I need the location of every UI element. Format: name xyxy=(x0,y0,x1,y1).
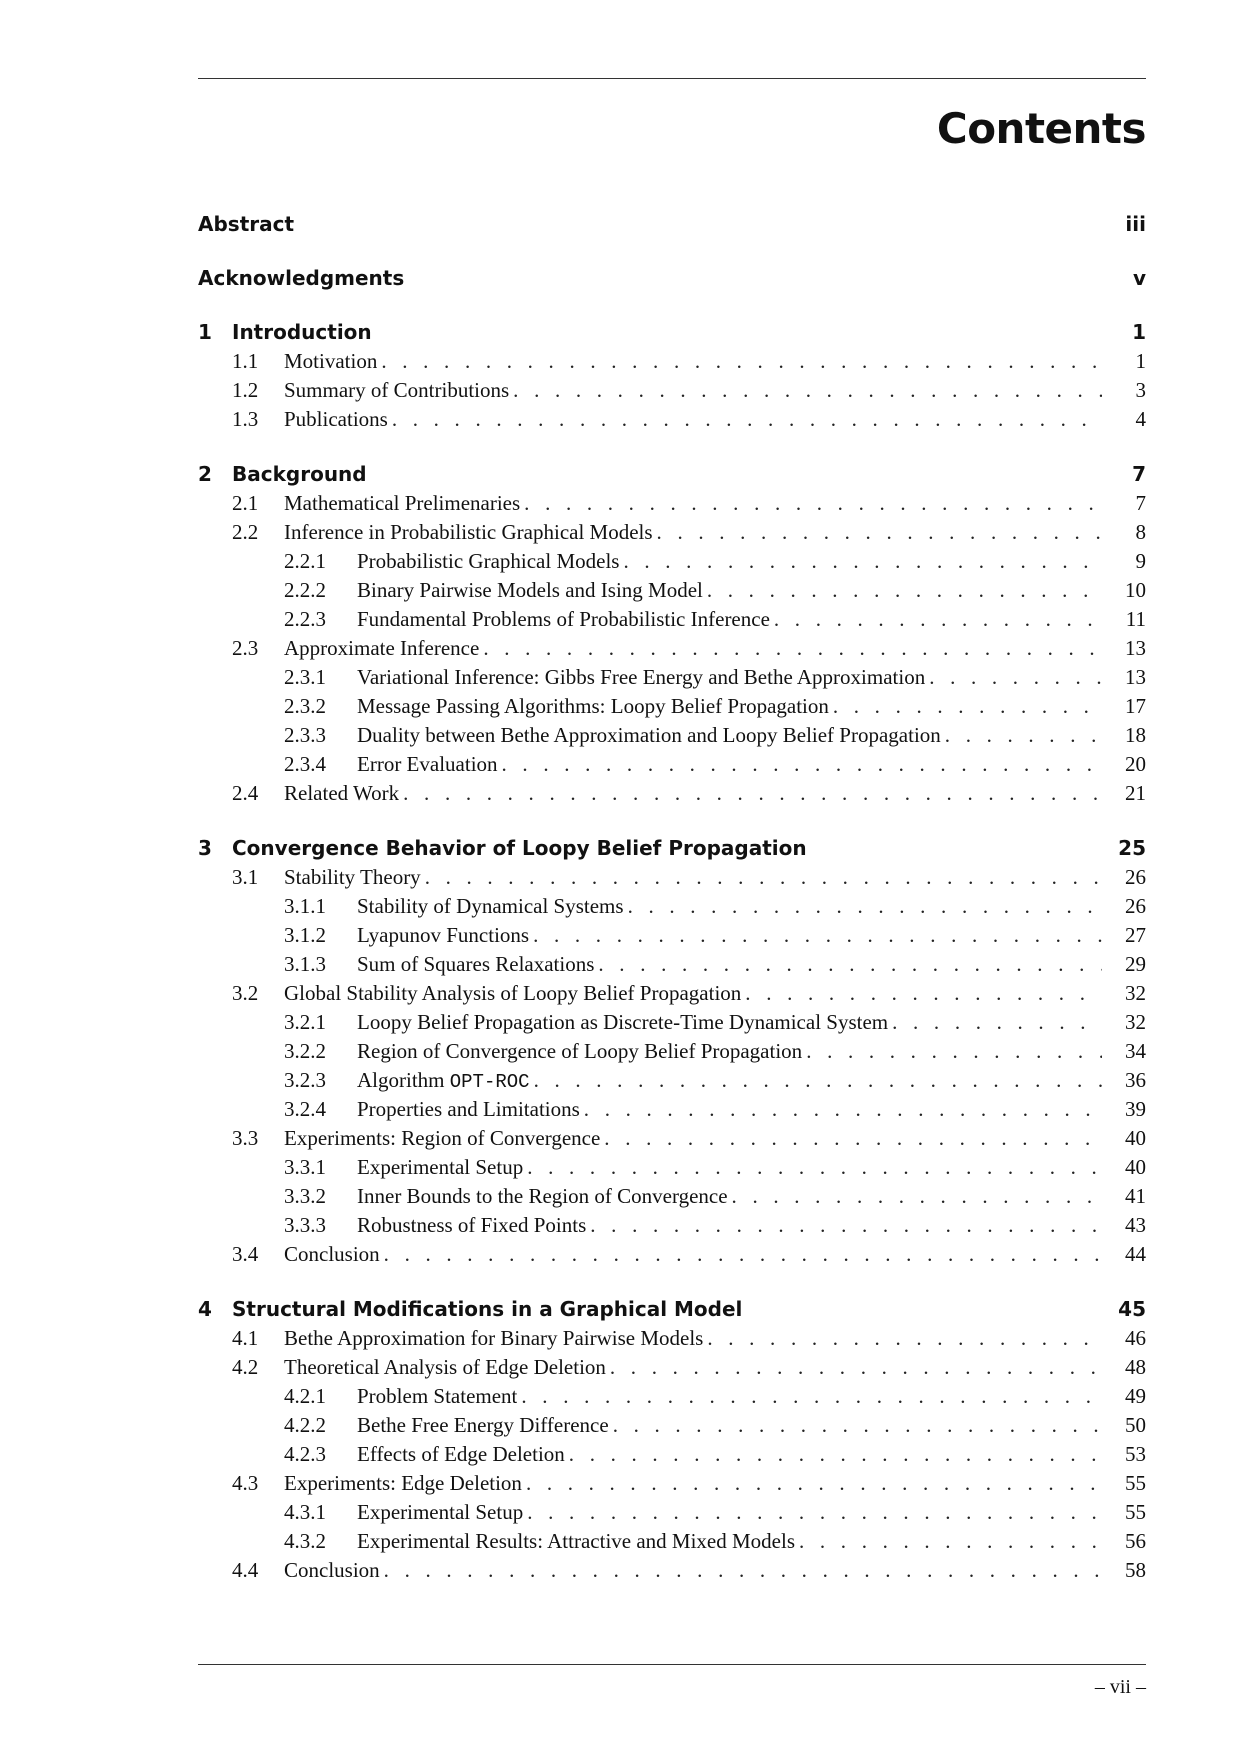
toc-subsection-entry[interactable] xyxy=(198,1440,1146,1469)
dot-leader xyxy=(833,692,1102,721)
toc-subsection-entry[interactable] xyxy=(198,1037,1146,1066)
toc-entry-page: 29 xyxy=(1125,952,1146,976)
toc-entry-page: 46 xyxy=(1125,1326,1146,1350)
toc-entry-title-text: Inference in Probabilistic Graphical Models xyxy=(284,520,653,544)
toc-entry-page: 53 xyxy=(1125,1442,1146,1466)
dot-leader xyxy=(483,634,1102,663)
toc-entry-title-text: Experiments: Region of Convergence xyxy=(284,1126,601,1150)
toc-entry-title xyxy=(357,576,703,605)
toc-entry-title xyxy=(284,1469,522,1498)
toc-entry-title xyxy=(357,921,529,950)
toc-entry-number: 2.3.1 xyxy=(284,665,326,689)
toc-section-entry[interactable] xyxy=(198,979,1146,1008)
toc-entry-page: 27 xyxy=(1125,923,1146,947)
toc-chapter-title: Structural Modifications in a Graphical Model xyxy=(232,1297,743,1321)
footer-page-number: – vii – xyxy=(1094,1676,1146,1698)
toc-entry-page: 20 xyxy=(1125,752,1146,776)
toc-entry-title xyxy=(284,634,479,663)
toc-entry-page: 43 xyxy=(1125,1213,1146,1237)
toc-entry-title-text: Variational Inference: Gibbs Free Energy and Bethe Approximation xyxy=(357,665,926,689)
dot-leader xyxy=(392,405,1102,434)
toc-entry-title-text: Experimental Setup xyxy=(357,1155,524,1179)
toc-entry-title-text: Related Work xyxy=(284,781,400,805)
toc-entry-title xyxy=(284,518,653,547)
table-of-contents xyxy=(198,210,1146,1585)
toc-entry-title xyxy=(284,376,509,405)
toc-entry-page: 48 xyxy=(1125,1355,1146,1379)
toc-entry-number: 2.3 xyxy=(232,636,259,660)
toc-entry-number: 2.2.2 xyxy=(284,578,326,602)
toc-entry-number: 3.1.2 xyxy=(284,923,326,947)
dot-leader xyxy=(604,1124,1102,1153)
toc-subsection-entry[interactable] xyxy=(198,1211,1146,1240)
toc-entry-title-text: Bethe Free Energy Difference xyxy=(357,1413,609,1437)
dot-leader xyxy=(892,1008,1102,1037)
toc-entry-title xyxy=(284,1124,600,1153)
toc-entry-page: 10 xyxy=(1125,578,1146,602)
dot-leader xyxy=(569,1440,1102,1469)
chapter-spacer xyxy=(198,1269,1146,1295)
toc-entry-number: 4.2 xyxy=(232,1355,259,1379)
toc-entry-number: 2.2.3 xyxy=(284,607,326,631)
toc-entry-title-text: Bethe Approximation for Binary Pairwise Models xyxy=(284,1326,704,1350)
toc-section-entry[interactable] xyxy=(198,1469,1146,1498)
toc-entry-page: 55 xyxy=(1125,1500,1146,1524)
toc-entry-title-text: Region of Convergence of Loopy Belief Propagation xyxy=(357,1039,803,1063)
toc-entry-title xyxy=(357,721,941,750)
toc-section-entry[interactable] xyxy=(198,376,1146,405)
toc-entry-title-text: Mathematical Prelimenaries xyxy=(284,491,521,515)
toc-entry-number: 3.3.2 xyxy=(284,1184,326,1208)
toc-entry-title-text: Conclusion xyxy=(284,1242,380,1266)
toc-section-entry[interactable] xyxy=(198,518,1146,547)
toc-entry-page: iii xyxy=(1125,212,1146,236)
toc-subsection-entry[interactable] xyxy=(198,1527,1146,1556)
dot-leader xyxy=(774,605,1102,634)
toc-entry-page: 26 xyxy=(1125,865,1146,889)
toc-chapter-page: 45 xyxy=(1118,1297,1146,1321)
toc-entry-page: 40 xyxy=(1125,1155,1146,1179)
toc-entry-number: 3.2.4 xyxy=(284,1097,326,1121)
toc-subsection-entry[interactable] xyxy=(198,547,1146,576)
toc-entry-title xyxy=(357,750,498,779)
toc-entry-number: 4.1 xyxy=(232,1326,259,1350)
toc-subsection-entry[interactable] xyxy=(198,1066,1146,1095)
toc-entry-page: 55 xyxy=(1125,1471,1146,1495)
toc-entry-number: 1.3 xyxy=(232,407,259,431)
toc-entry-number: 3.1 xyxy=(232,865,259,889)
toc-entry-title: Acknowledgments xyxy=(198,266,405,290)
dot-leader xyxy=(534,1066,1102,1095)
toc-front-entry[interactable] xyxy=(198,210,1146,239)
toc-subsection-entry[interactable] xyxy=(198,921,1146,950)
toc-entry-page: 32 xyxy=(1125,1010,1146,1034)
toc-entry-number: 4.3.2 xyxy=(284,1529,326,1553)
toc-entry-title xyxy=(357,1440,565,1469)
toc-entry-number: 3.1.1 xyxy=(284,894,326,918)
toc-entry-title xyxy=(284,1353,606,1382)
toc-section-entry[interactable] xyxy=(198,863,1146,892)
toc-entry-number: 2.3.3 xyxy=(284,723,326,747)
toc-entry-page: 50 xyxy=(1125,1413,1146,1437)
dot-leader xyxy=(502,750,1102,779)
toc-entry-title xyxy=(357,1182,728,1211)
toc-entry-title-text: Global Stability Analysis of Loopy Belief Propagation xyxy=(284,981,742,1005)
toc-entry-title-text: Summary of Contributions xyxy=(284,378,510,402)
toc-entry-page: 36 xyxy=(1125,1068,1146,1092)
dot-leader xyxy=(623,547,1102,576)
toc-entry-page: 40 xyxy=(1125,1126,1146,1150)
toc-entry-page: 1 xyxy=(1135,349,1146,373)
toc-chapter-number: 3 xyxy=(198,836,212,860)
dot-leader xyxy=(526,1469,1102,1498)
dot-leader xyxy=(533,921,1102,950)
toc-entry-number: 3.2.2 xyxy=(284,1039,326,1063)
toc-entry-page: 9 xyxy=(1135,549,1146,573)
toc-subsection-entry[interactable] xyxy=(198,605,1146,634)
toc-subsection-entry[interactable] xyxy=(198,721,1146,750)
dot-leader xyxy=(521,1382,1102,1411)
dot-leader xyxy=(745,979,1102,1008)
toc-section-entry[interactable] xyxy=(198,1240,1146,1269)
chapter-spacer xyxy=(198,808,1146,834)
toc-entry-page: 13 xyxy=(1125,665,1146,689)
toc-entry-number: 2.2.1 xyxy=(284,549,326,573)
toc-entry-page: 11 xyxy=(1125,607,1146,631)
toc-entry-title xyxy=(357,1008,888,1037)
dot-leader xyxy=(945,721,1102,750)
dot-leader xyxy=(929,663,1102,692)
toc-entry-title xyxy=(284,347,377,376)
toc-subsection-entry[interactable] xyxy=(198,1095,1146,1124)
toc-section-entry[interactable] xyxy=(198,405,1146,434)
toc-chapter-number: 4 xyxy=(198,1297,212,1321)
dot-leader xyxy=(806,1037,1102,1066)
toc-subsection-entry[interactable] xyxy=(198,576,1146,605)
toc-entry-title-text: Experiments: Edge Deletion xyxy=(284,1471,522,1495)
dot-leader xyxy=(527,1498,1102,1527)
toc-chapter-page: 1 xyxy=(1132,320,1146,344)
toc-chapter-title: Introduction xyxy=(232,320,372,344)
toc-entry-number: 3.3.1 xyxy=(284,1155,326,1179)
toc-entry-number: 3.3 xyxy=(232,1126,259,1150)
toc-entry-title xyxy=(357,950,594,979)
toc-entry-title-text: Duality between Bethe Approximation and Loopy Belief Propagation xyxy=(357,723,941,747)
toc-entry-number: 2.2 xyxy=(232,520,259,544)
dot-leader xyxy=(527,1153,1102,1182)
dot-leader xyxy=(425,863,1102,892)
toc-entry-title-text: Properties and Limitations xyxy=(357,1097,580,1121)
toc-entry-page: 34 xyxy=(1125,1039,1146,1063)
toc-entry-title xyxy=(357,892,624,921)
toc-section-entry[interactable] xyxy=(198,347,1146,376)
toc-chapter-entry[interactable] xyxy=(198,1295,1146,1324)
toc-entry-number: 3.3.3 xyxy=(284,1213,326,1237)
toc-entry-title xyxy=(357,547,619,576)
toc-entry-number: 4.2.1 xyxy=(284,1384,326,1408)
toc-entry-title-text: Stability Theory xyxy=(284,865,421,889)
header-rule xyxy=(198,78,1146,79)
toc-entry-page: 17 xyxy=(1125,694,1146,718)
dot-leader xyxy=(384,1556,1102,1585)
toc-entry-title-text: Robustness of Fixed Points xyxy=(357,1213,587,1237)
toc-chapter-entry[interactable] xyxy=(198,318,1146,347)
dot-leader xyxy=(707,1324,1102,1353)
toc-entry-title xyxy=(357,1382,517,1411)
toc-entry-title xyxy=(357,605,770,634)
toc-entry-page: 4 xyxy=(1135,407,1146,431)
toc-entry-title xyxy=(284,405,388,434)
toc-entry-title xyxy=(357,1066,530,1097)
toc-section-entry[interactable] xyxy=(198,634,1146,663)
toc-entry-page: 3 xyxy=(1135,378,1146,402)
toc-entry-title-text: Approximate Inference xyxy=(284,636,480,660)
dot-leader xyxy=(732,1182,1102,1211)
toc-entry-page: 32 xyxy=(1125,981,1146,1005)
toc-entry-title xyxy=(357,1211,586,1240)
toc-entry-page: 26 xyxy=(1125,894,1146,918)
toc-entry-number: 1.2 xyxy=(232,378,259,402)
dot-leader xyxy=(524,489,1102,518)
toc-entry-title-text: Inner Bounds to the Region of Convergence xyxy=(357,1184,728,1208)
toc-subsection-entry[interactable] xyxy=(198,750,1146,779)
toc-entry-title-text: Effects of Edge Deletion xyxy=(357,1442,565,1466)
dot-leader xyxy=(381,347,1102,376)
toc-subsection-entry[interactable] xyxy=(198,1411,1146,1440)
toc-chapter-page: 25 xyxy=(1118,836,1146,860)
toc-entry-page: 7 xyxy=(1135,491,1146,515)
dot-leader xyxy=(584,1095,1102,1124)
toc-entry-page: 56 xyxy=(1125,1529,1146,1553)
toc-entry-number: 3.2.3 xyxy=(284,1068,326,1092)
dot-leader xyxy=(628,892,1102,921)
toc-entry-title-text: Probabilistic Graphical Models xyxy=(357,549,620,573)
toc-entry-title-text: Conclusion xyxy=(284,1558,380,1582)
toc-entry-title xyxy=(284,779,399,808)
toc-entry-title xyxy=(284,863,421,892)
dot-leader xyxy=(613,1411,1102,1440)
page-title: Contents xyxy=(936,104,1146,153)
dot-leader xyxy=(598,950,1102,979)
toc-subsection-entry[interactable] xyxy=(198,663,1146,692)
toc-section-entry[interactable] xyxy=(198,1124,1146,1153)
toc-entry-title-code: OPT-ROC xyxy=(449,1071,530,1093)
toc-entry-number: 1.1 xyxy=(232,349,259,373)
toc-entry-number: 3.1.3 xyxy=(284,952,326,976)
toc-entry-title-text: Algorithm xyxy=(357,1068,445,1092)
toc-entry-title xyxy=(284,489,520,518)
toc-entry-title: Abstract xyxy=(198,212,295,236)
toc-entry-title-text: Fundamental Problems of Probabilistic Inference xyxy=(357,607,770,631)
dot-leader xyxy=(384,1240,1102,1269)
toc-entry-title xyxy=(357,1153,523,1182)
toc-section-entry[interactable] xyxy=(198,779,1146,808)
toc-subsection-entry[interactable] xyxy=(198,1153,1146,1182)
toc-entry-page: 8 xyxy=(1135,520,1146,544)
toc-entry-number: 4.2.2 xyxy=(284,1413,326,1437)
toc-entry-title xyxy=(357,692,829,721)
toc-entry-title-text: Loopy Belief Propagation as Discrete-Time Dynamical System xyxy=(357,1010,889,1034)
chapter-spacer xyxy=(198,434,1146,460)
dot-leader xyxy=(657,518,1102,547)
toc-entry-number: 4.4 xyxy=(232,1558,259,1582)
toc-entry-page: 21 xyxy=(1125,781,1146,805)
toc-entry-title xyxy=(357,1411,609,1440)
toc-entry-title-text: Publications xyxy=(284,407,388,431)
toc-entry-title-text: Error Evaluation xyxy=(357,752,498,776)
toc-entry-title xyxy=(357,1037,802,1066)
toc-section-entry[interactable] xyxy=(198,489,1146,518)
toc-entry-number: 4.3.1 xyxy=(284,1500,326,1524)
toc-entry-number: 4.3 xyxy=(232,1471,259,1495)
toc-subsection-entry[interactable] xyxy=(198,692,1146,721)
toc-entry-page: 44 xyxy=(1125,1242,1146,1266)
toc-entry-page: 13 xyxy=(1125,636,1146,660)
toc-entry-title xyxy=(357,663,925,692)
toc-entry-number: 3.2.1 xyxy=(284,1010,326,1034)
toc-chapter-number: 2 xyxy=(198,462,212,486)
toc-entry-title-text: Sum of Squares Relaxations xyxy=(357,952,595,976)
toc-entry-number: 2.3.2 xyxy=(284,694,326,718)
toc-entry-page: v xyxy=(1132,266,1146,290)
toc-entry-title xyxy=(357,1527,795,1556)
toc-entry-title-text: Lyapunov Functions xyxy=(357,923,530,947)
toc-section-entry[interactable] xyxy=(198,1353,1146,1382)
toc-entry-title-text: Problem Statement xyxy=(357,1384,518,1408)
toc-entry-number: 4.2.3 xyxy=(284,1442,326,1466)
toc-subsection-entry[interactable] xyxy=(198,1182,1146,1211)
toc-subsection-entry[interactable] xyxy=(198,1498,1146,1527)
toc-entry-title-text: Binary Pairwise Models and Ising Model xyxy=(357,578,703,602)
toc-entry-page: 41 xyxy=(1125,1184,1146,1208)
toc-chapter-number: 1 xyxy=(198,320,212,344)
toc-chapter-title: Background xyxy=(232,462,367,486)
toc-chapter-entry[interactable] xyxy=(198,834,1146,863)
dot-leader xyxy=(590,1211,1102,1240)
toc-entry-page: 18 xyxy=(1125,723,1146,747)
toc-entry-title xyxy=(357,1095,580,1124)
toc-entry-title xyxy=(284,1240,380,1269)
toc-subsection-entry[interactable] xyxy=(198,892,1146,921)
toc-chapter-title: Convergence Behavior of Loopy Belief Propagation xyxy=(232,836,807,860)
toc-entry-number: 2.4 xyxy=(232,781,259,805)
toc-entry-title xyxy=(284,1324,703,1353)
toc-section-entry[interactable] xyxy=(198,1324,1146,1353)
toc-entry-title-text: Experimental Setup xyxy=(357,1500,524,1524)
footer-rule xyxy=(198,1664,1146,1665)
toc-entry-title-text: Motivation xyxy=(284,349,378,373)
toc-entry-title-text: Stability of Dynamical Systems xyxy=(357,894,624,918)
dot-leader xyxy=(799,1527,1102,1556)
toc-subsection-entry[interactable] xyxy=(198,950,1146,979)
toc-entry-title-text: Message Passing Algorithms: Loopy Belief Propagation xyxy=(357,694,829,718)
toc-chapter-entry[interactable] xyxy=(198,460,1146,489)
toc-entry-number: 3.4 xyxy=(232,1242,259,1266)
toc-chapter-page: 7 xyxy=(1132,462,1146,486)
toc-front-entry[interactable] xyxy=(198,264,1146,293)
toc-entry-page: 58 xyxy=(1125,1558,1146,1582)
toc-entry-title xyxy=(357,1498,523,1527)
dot-leader xyxy=(403,779,1102,808)
toc-subsection-entry[interactable] xyxy=(198,1008,1146,1037)
dot-leader xyxy=(707,576,1102,605)
toc-entry-number: 3.2 xyxy=(232,981,259,1005)
toc-entry-page: 39 xyxy=(1125,1097,1146,1121)
dot-leader xyxy=(610,1353,1102,1382)
toc-entry-title-text: Experimental Results: Attractive and Mixed Models xyxy=(357,1529,795,1553)
toc-entry-title xyxy=(284,979,741,1008)
toc-section-entry[interactable] xyxy=(198,1556,1146,1585)
toc-entry-number: 2.1 xyxy=(232,491,259,515)
dot-leader xyxy=(513,376,1102,405)
toc-subsection-entry[interactable] xyxy=(198,1382,1146,1411)
toc-entry-number: 2.3.4 xyxy=(284,752,326,776)
toc-entry-title xyxy=(284,1556,380,1585)
toc-entry-title-text: Theoretical Analysis of Edge Deletion xyxy=(284,1355,606,1379)
toc-entry-page: 49 xyxy=(1125,1384,1146,1408)
